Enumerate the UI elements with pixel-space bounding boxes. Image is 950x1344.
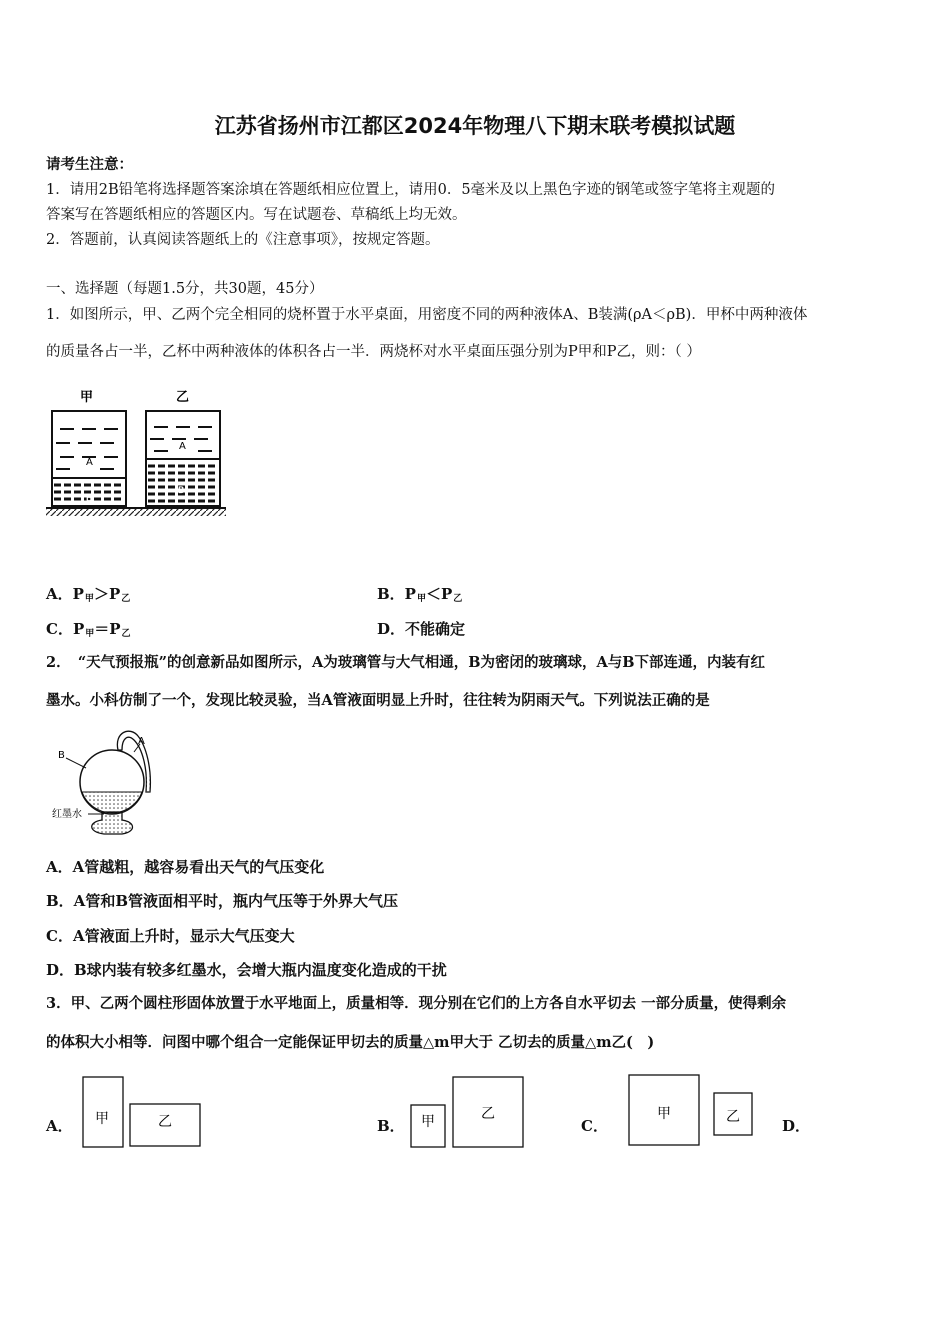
q1-option-b-op: ＜P <box>425 585 453 603</box>
q1-option-c[interactable] <box>46 618 131 639</box>
q1-option-a-key: A．P <box>46 585 84 603</box>
notice-line-1: 1．请用2B铅笔将选择题答案涂填在答题纸相应位置上，请用0．5毫米及以上黑色字迹的钢笔或签字笔将主观题的 <box>46 182 776 198</box>
q2-text-line-2: 墨水。小科仿制了一个，发现比较灵验，当A管液面明显上升时，往往转为阴雨天气。下列说法正确的是 <box>46 692 710 709</box>
q1-option-b-key: B．P <box>377 585 416 603</box>
q3-option-b-figure[interactable] <box>408 1075 528 1150</box>
q1-option-b[interactable] <box>377 583 462 604</box>
beaker-jia-label: 甲 <box>80 390 94 405</box>
q2-text-line-1: 2． “天气预报瓶”的创意新品如图所示，A为玻璃管与大气相通，B为密闭的玻璃球，A与B下部连通，内装有红 <box>46 654 766 671</box>
q3-c-yi: 乙 <box>726 1109 740 1125</box>
beaker-yi-liquid-b: B <box>178 486 185 496</box>
q2-option-d[interactable]: D．B球内装有较多红墨水，会增大瓶内温度变化造成的干扰 <box>46 961 447 979</box>
q3-a-jia: 甲 <box>95 1111 109 1127</box>
q1-text-line-2: 的质量各占一半，乙杯中两种液体的体积各占一半．两烧杯对水平桌面压强分别为P甲和P乙，则：（ ） <box>46 344 701 360</box>
q3-option-d-label[interactable]: D． <box>782 1117 811 1135</box>
q1-option-c-sub2: 乙 <box>121 629 131 639</box>
q1-text-line-1: 1．如图所示，甲、乙两个完全相同的烧杯置于水平桌面，用密度不同的两种液体A、B装满(ρA＜ρB)．甲杯中两种液体 <box>46 307 808 323</box>
q3-b-jia: 甲 <box>421 1114 435 1130</box>
q1-option-b-sub1: 甲 <box>416 594 426 604</box>
q1-option-b-sub2: 乙 <box>453 594 463 604</box>
q3-text-line-2: 的体积大小相等．问图中哪个组合一定能保证甲切去的质量△m甲大于 乙切去的质量△m乙( ) <box>46 1034 655 1051</box>
page-title: 江苏省扬州市江都区2024年物理八下期末联考模拟试题 <box>214 114 736 138</box>
label-b: B <box>58 750 65 761</box>
beaker-yi-liquid-a: A <box>179 441 186 452</box>
label-red-ink: 红墨水 <box>52 809 82 820</box>
q1-option-a[interactable] <box>46 583 130 604</box>
bottle-base <box>92 812 133 834</box>
q1-option-a-sub2: 乙 <box>121 594 131 604</box>
q3-option-b-label[interactable]: B． <box>377 1117 405 1135</box>
beaker-jia-liquid-a: A <box>86 457 93 468</box>
q1-option-c-sub1: 甲 <box>85 629 95 639</box>
q2-option-a[interactable]: A．A管越粗，越容易看出天气的气压变化 <box>46 858 325 876</box>
q1-option-c-op: ＝P <box>94 620 121 638</box>
beaker-jia-liquid-b: B <box>86 494 93 504</box>
q3-text-line-1: 3．甲、乙两个圆柱形固体放置于水平地面上，质量相等．现分别在它们的上方各自水平切去 一部分质量，使得剩余 <box>46 995 787 1012</box>
beaker-yi-label: 乙 <box>176 390 190 405</box>
q1-option-c-key: C．P <box>46 620 85 638</box>
notice-line-3: 2．答题前，认真阅读答题纸上的《注意事项》，按规定答题。 <box>46 232 440 248</box>
q3-b-yi: 乙 <box>481 1106 495 1122</box>
q3-a-yi: 乙 <box>158 1114 172 1130</box>
q3-option-c-label[interactable]: C． <box>581 1117 608 1135</box>
label-a: A <box>138 736 145 747</box>
section-heading: 一、选择题（每题1.5分，共30题，45分） <box>46 281 324 297</box>
q1-option-a-sub1: 甲 <box>84 594 94 604</box>
ink-in-tube-a <box>146 772 150 794</box>
q3-option-a-label[interactable]: A． <box>46 1117 73 1135</box>
red-ink-in-ball <box>82 792 142 813</box>
q1-beakers-figure <box>44 385 234 525</box>
q2-option-b[interactable]: B．A管和B管液面相平时，瓶内气压等于外界大气压 <box>46 892 398 910</box>
q3-c-jia: 甲 <box>657 1106 671 1122</box>
notice-heading: 请考生注意： <box>46 156 133 173</box>
q3-option-c-figure[interactable] <box>626 1073 756 1148</box>
q2-weather-bottle-figure <box>48 722 158 838</box>
tabletop-hatch <box>46 509 226 516</box>
q1-option-d[interactable]: D．不能确定 <box>377 620 466 638</box>
q3-option-a-figure[interactable] <box>80 1075 205 1150</box>
notice-line-2: 答案写在答题纸相应的答题区内。写在试题卷、草稿纸上均无效。 <box>46 207 467 223</box>
q2-option-c[interactable]: C．A管液面上升时，显示大气压变大 <box>46 927 295 945</box>
q1-option-a-op: ＞P <box>93 585 121 603</box>
